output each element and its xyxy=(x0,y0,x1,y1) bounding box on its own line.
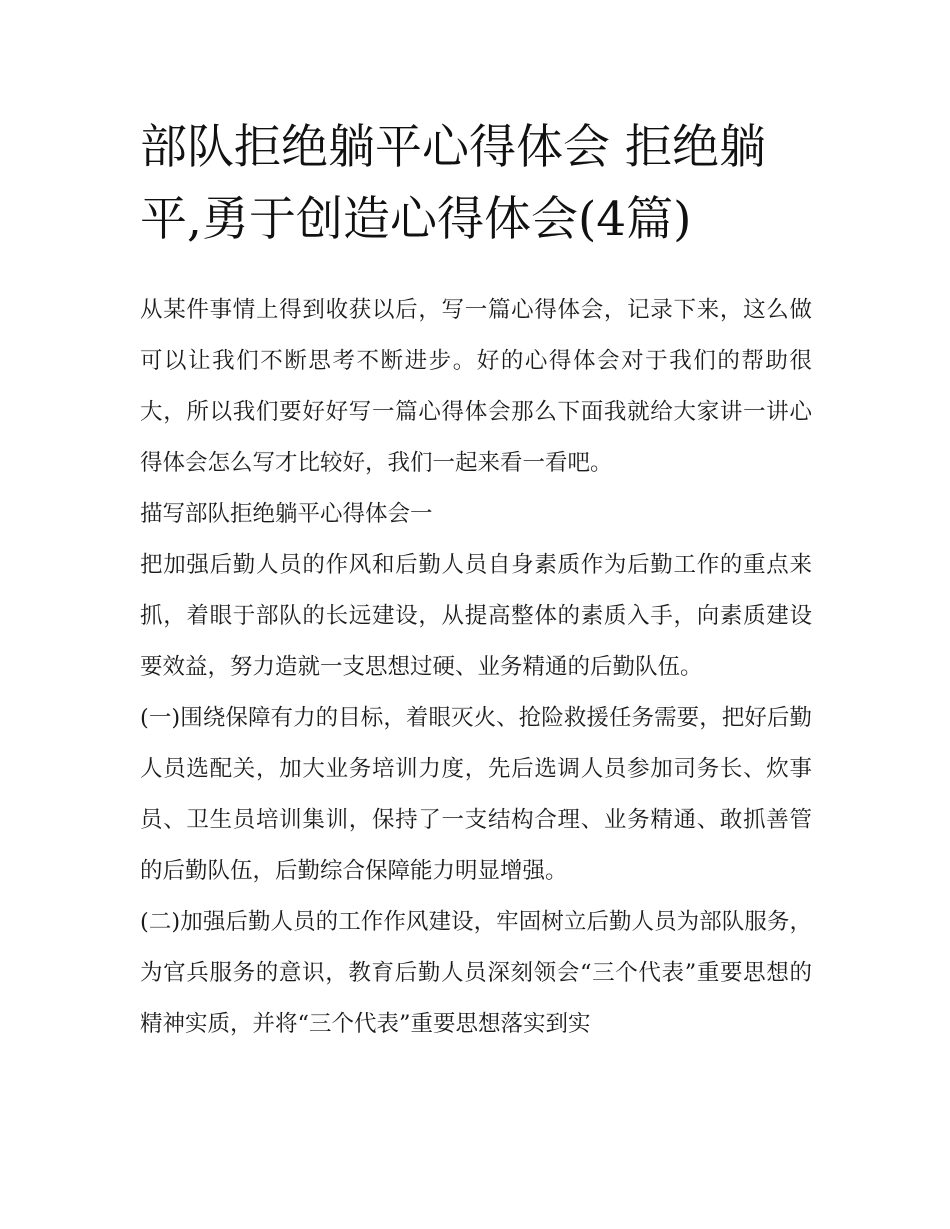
body-paragraph: 把加强后勤人员的作风和后勤人员自身素质作为后勤工作的重点来抓，着眼于部队的长远建设，从提高整体的素质入手，向素质建设要效益，努力造就一支思想过硬、业务精通的后勤队伍。 xyxy=(140,552,812,680)
body-paragraph: (二)加强后勤人员的工作作风建设，牢固树立后勤人员为部队服务，为官兵服务的意识，教育后勤人员深刻领会“三个代表”重要思想的精神实质，并将“三个代表”重要思想落实到实 xyxy=(140,909,812,1037)
intro-paragraph: 从某件事情上得到收获以后，写一篇心得体会，记录下来，这么做可以让我们不断思考不断进步。好的心得体会对于我们的帮助很大，所以我们要好好写一篇心得体会那么下面我就给大家讲一讲心得体会怎么写才比较好，我们一起来看一看吧。 xyxy=(140,297,812,476)
section-heading: 描写部队拒绝躺平心得体会一 xyxy=(140,501,433,527)
body-paragraph: (一)围绕保障有力的目标，着眼灭火、抢险救援任务需要，把好后勤人员选配关，加大业务培训力度，先后选调人员参加司务长、炊事员、卫生员培训集训，保持了一支结构合理、业务精通、敢抓善管的后勤队伍，后勤综合保障能力明显增强。 xyxy=(140,705,812,884)
document-title: 部队拒绝躺平心得体会 拒绝躺平,勇于创造心得体会(4篇) xyxy=(140,120,766,247)
document-body xyxy=(140,285,812,1050)
